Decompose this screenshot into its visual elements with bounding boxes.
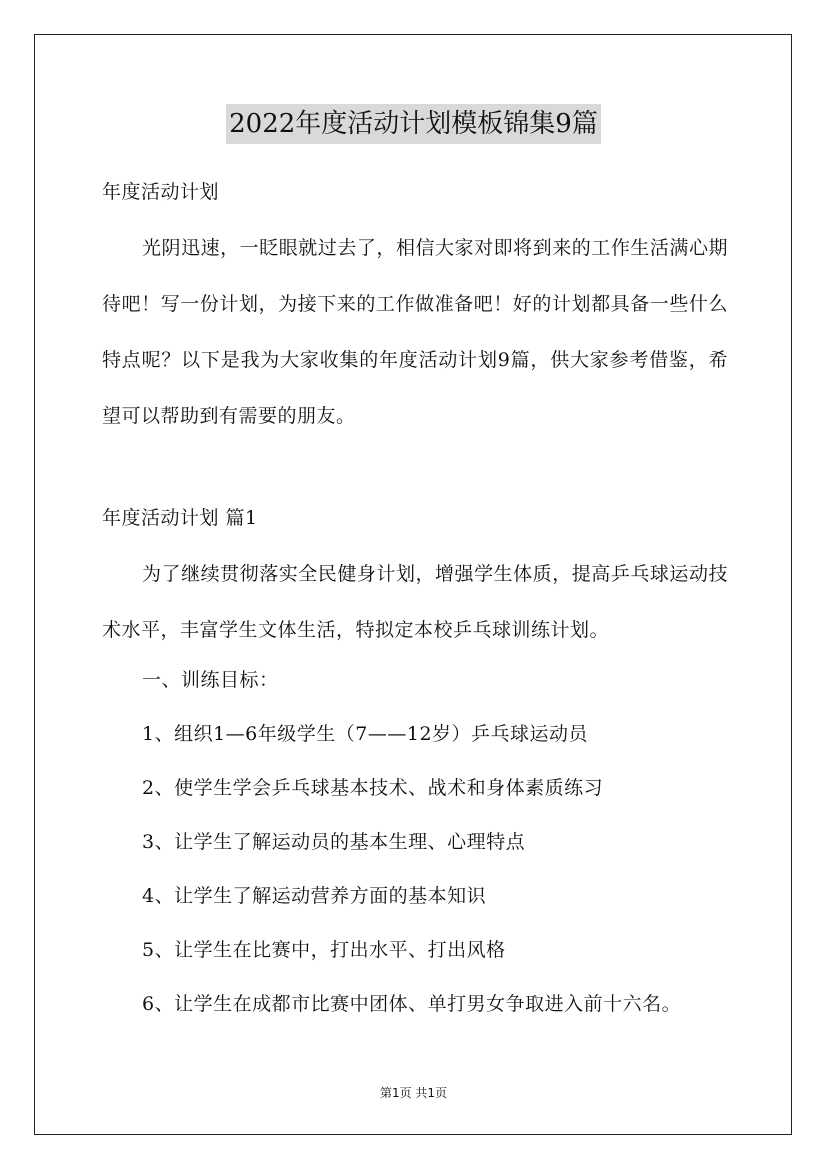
intro-paragraph-block bbox=[102, 220, 728, 444]
goal-item: 1、组织1—6年级学生（7——12岁）乒乓球运动员 bbox=[142, 723, 589, 745]
goal-item: 2、使学生学会乒乓球基本技术、战术和身体素质练习 bbox=[142, 777, 604, 799]
section1-paragraph-block bbox=[102, 546, 728, 658]
section1-paragraph: 为了继续贯彻落实全民健身计划，增强学生体质，提高乒乓球运动技术水平，丰富学生文体生活，特拟定本校乒乓球训练计划。 bbox=[102, 563, 728, 641]
section1-heading: 年度活动计划 篇1 bbox=[102, 507, 258, 529]
goal-item: 6、让学生在成都市比赛中团体、单打男女争取进入前十六名。 bbox=[142, 993, 682, 1015]
intro-heading: 年度活动计划 bbox=[102, 181, 220, 203]
goal-item: 3、让学生了解运动员的基本生理、心理特点 bbox=[142, 831, 526, 853]
title-container bbox=[0, 104, 827, 144]
goals-heading: 一、训练目标： bbox=[142, 669, 279, 691]
page-footer: 第1页 共1页 bbox=[379, 1086, 448, 1100]
goal-item: 4、让学生了解运动营养方面的基本知识 bbox=[142, 885, 487, 907]
document-title: 2022年度活动计划模板锦集9篇 bbox=[226, 104, 601, 144]
goal-item: 5、让学生在比赛中，打出水平、打出风格 bbox=[142, 939, 506, 961]
intro-paragraph: 光阴迅速，一眨眼就过去了，相信大家对即将到来的工作生活满心期待吧！写一份计划，为接下来的工作做准备吧！好的计划都具备一些什么特点呢？以下是我为大家收集的年度活动计划9篇，供大家参考借鉴，希望可以帮助到有需要的朋友。 bbox=[102, 237, 728, 427]
